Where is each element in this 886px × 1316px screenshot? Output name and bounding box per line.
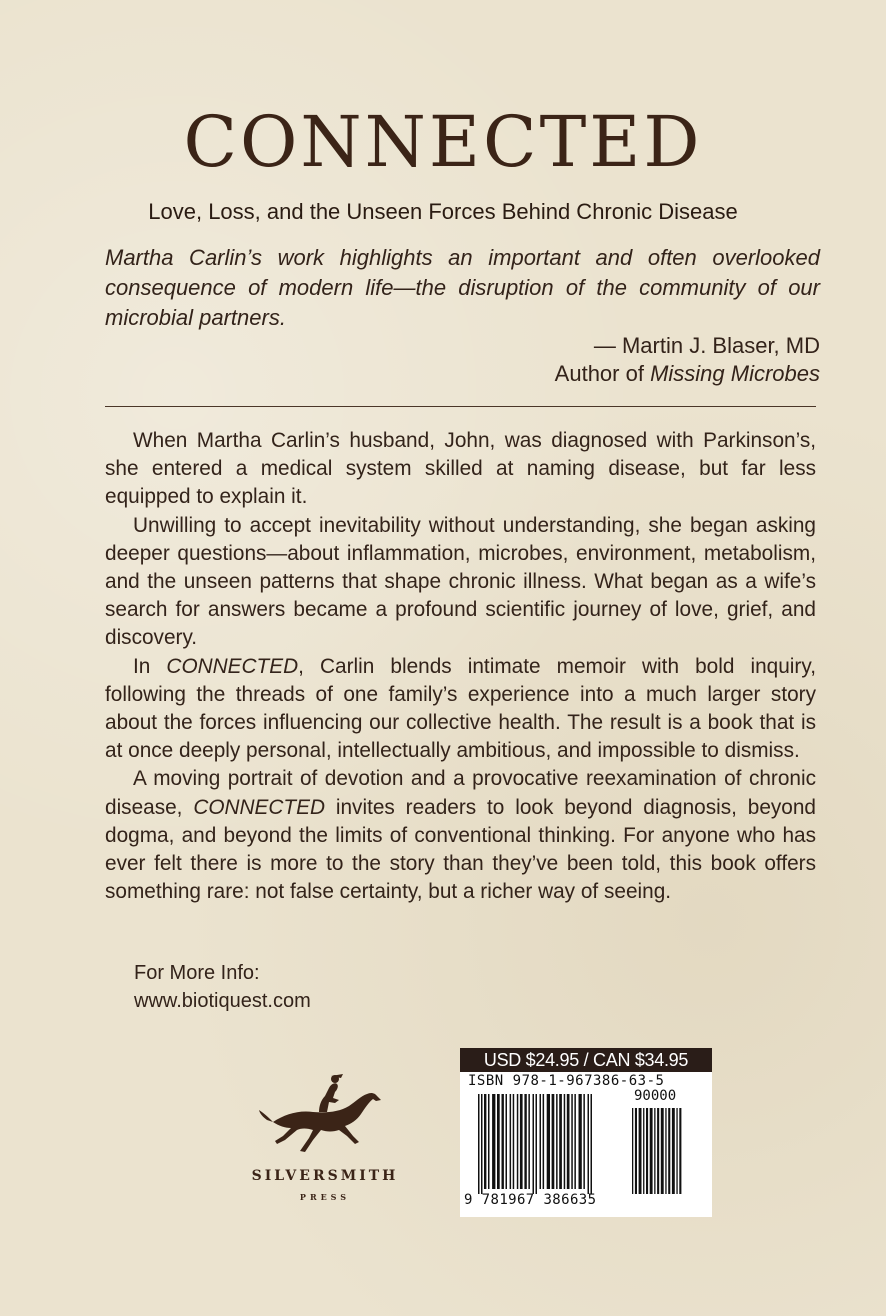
barcode-bar <box>552 1094 555 1189</box>
addon-digits: 90000 <box>634 1088 677 1104</box>
p3-rest: , Carlin blends intimate memoir with bold inquiry, following the threads of one family’s experience into a much larger story about the forces influencing our collective health. The result is a book that is at once deeply personal, intellectually ambitious, and impossible to dismiss. <box>105 654 816 763</box>
endorsement-author: — Martin J. Blaser, MD <box>593 333 820 358</box>
barcode-bar <box>488 1094 490 1189</box>
barcode-bar <box>528 1094 530 1189</box>
endorsement-attribution <box>555 332 820 388</box>
barcode-bar <box>591 1094 593 1194</box>
barcode-bar <box>579 1094 582 1189</box>
barcode-bar <box>632 1108 633 1194</box>
endorsement-role-book: Missing Microbes <box>650 361 820 386</box>
barcode-bar <box>513 1094 515 1189</box>
endorsement-quote: Martha Carlin’s work highlights an important and often overlooked consequence of modern life—the disruption of the community of our microbial partners. <box>105 245 820 330</box>
barcode-bar <box>564 1094 566 1189</box>
divider-rule <box>105 406 816 407</box>
barcode-panel <box>460 1072 712 1217</box>
isbn-text: ISBN 978-1-967386-63-5 <box>468 1073 665 1089</box>
barcode-bar <box>643 1108 644 1194</box>
barcode-bar <box>478 1094 480 1194</box>
barcode-bar <box>679 1108 681 1194</box>
barcode-bar <box>556 1094 558 1189</box>
barcode-bar <box>506 1094 508 1189</box>
barcode-bar <box>510 1094 512 1189</box>
barcode-bar <box>583 1094 585 1189</box>
barcode-bar <box>661 1108 664 1194</box>
barcode-bar <box>547 1094 550 1189</box>
endorsement-role <box>555 360 820 388</box>
barcode-bar <box>646 1108 648 1194</box>
barcode-bar <box>654 1108 655 1194</box>
barcode-bar <box>588 1094 590 1194</box>
p3-title: CONNECTED <box>166 654 299 678</box>
publisher-name: SILVERSMITH <box>251 1168 399 1184</box>
publisher-sub: PRESS <box>299 1192 351 1202</box>
more-info-url: www.biotiquest.com <box>134 990 311 1012</box>
description-paragraph-4 <box>105 765 816 906</box>
barcode-bar <box>559 1094 562 1189</box>
barcode-bar <box>540 1094 542 1189</box>
barcode-bar <box>517 1094 519 1189</box>
barcode-bar <box>676 1108 677 1194</box>
barcode-bar <box>502 1094 504 1189</box>
barcode-bar <box>639 1108 642 1194</box>
barcode-bar <box>520 1094 523 1189</box>
ean-digits: 9 781967 386635 <box>464 1192 597 1208</box>
more-info <box>134 959 311 1015</box>
barcode-bar <box>672 1108 675 1194</box>
barcode-bar <box>657 1108 659 1194</box>
p4-title: CONNECTED <box>193 795 326 819</box>
barcode-bar <box>650 1108 653 1194</box>
barcode-bar <box>668 1108 670 1194</box>
barcode-bar <box>665 1108 666 1194</box>
barcode-bar <box>484 1094 486 1189</box>
endorsement-role-prefix: Author of <box>554 361 651 386</box>
more-info-label: For More Info: <box>134 962 260 984</box>
price-band: USD $24.95 / CAN $34.95 <box>460 1048 712 1072</box>
book-title: CONNECTED <box>183 101 703 183</box>
horse-rider-icon <box>255 1070 395 1160</box>
barcode-bar <box>524 1094 526 1189</box>
p4-prefix: A moving portrait of devotion and a provocative reexamination of chronic disease, <box>105 767 816 819</box>
p3-prefix: In <box>133 654 167 678</box>
description-paragraph-3 <box>105 653 816 766</box>
p4-rest: invites readers to look beyond diagnosis, beyond dogma, and beyond the limits of conventional thinking. For anyone who has ever felt there is more to the story than they’ve been told, this book offers something rare: not false certainty, but a richer way of seeing. <box>105 795 816 904</box>
barcode-bar <box>543 1094 545 1189</box>
book-description <box>105 427 816 906</box>
barcode-bar <box>481 1094 483 1194</box>
barcode-bar <box>635 1108 637 1194</box>
barcode-block <box>460 1048 712 1217</box>
barcode-bar <box>492 1094 495 1189</box>
barcode-bar <box>497 1094 500 1189</box>
description-paragraph-1: When Martha Carlin’s husband, John, was diagnosed with Parkinson’s, she entered a medical system skilled at naming disease, but far less equipped to explain it. <box>105 429 816 509</box>
barcode-bar <box>567 1094 570 1189</box>
publisher-logo <box>230 1070 420 1220</box>
barcode-bar <box>571 1094 573 1189</box>
barcode-bar <box>574 1094 576 1189</box>
barcode-bar <box>536 1094 538 1194</box>
book-subtitle: Love, Loss, and the Unseen Forces Behind Chronic Disease <box>148 199 738 224</box>
description-paragraph-2: Unwilling to accept inevitability without understanding, she began asking deeper questions—about inflammation, microbes, environment, metabolism, and the unseen patterns that shape chronic illness. What began as a wife’s search for answers became a profound scientific journey of love, grief, and discovery. <box>105 513 816 650</box>
barcode-bar <box>533 1094 535 1194</box>
